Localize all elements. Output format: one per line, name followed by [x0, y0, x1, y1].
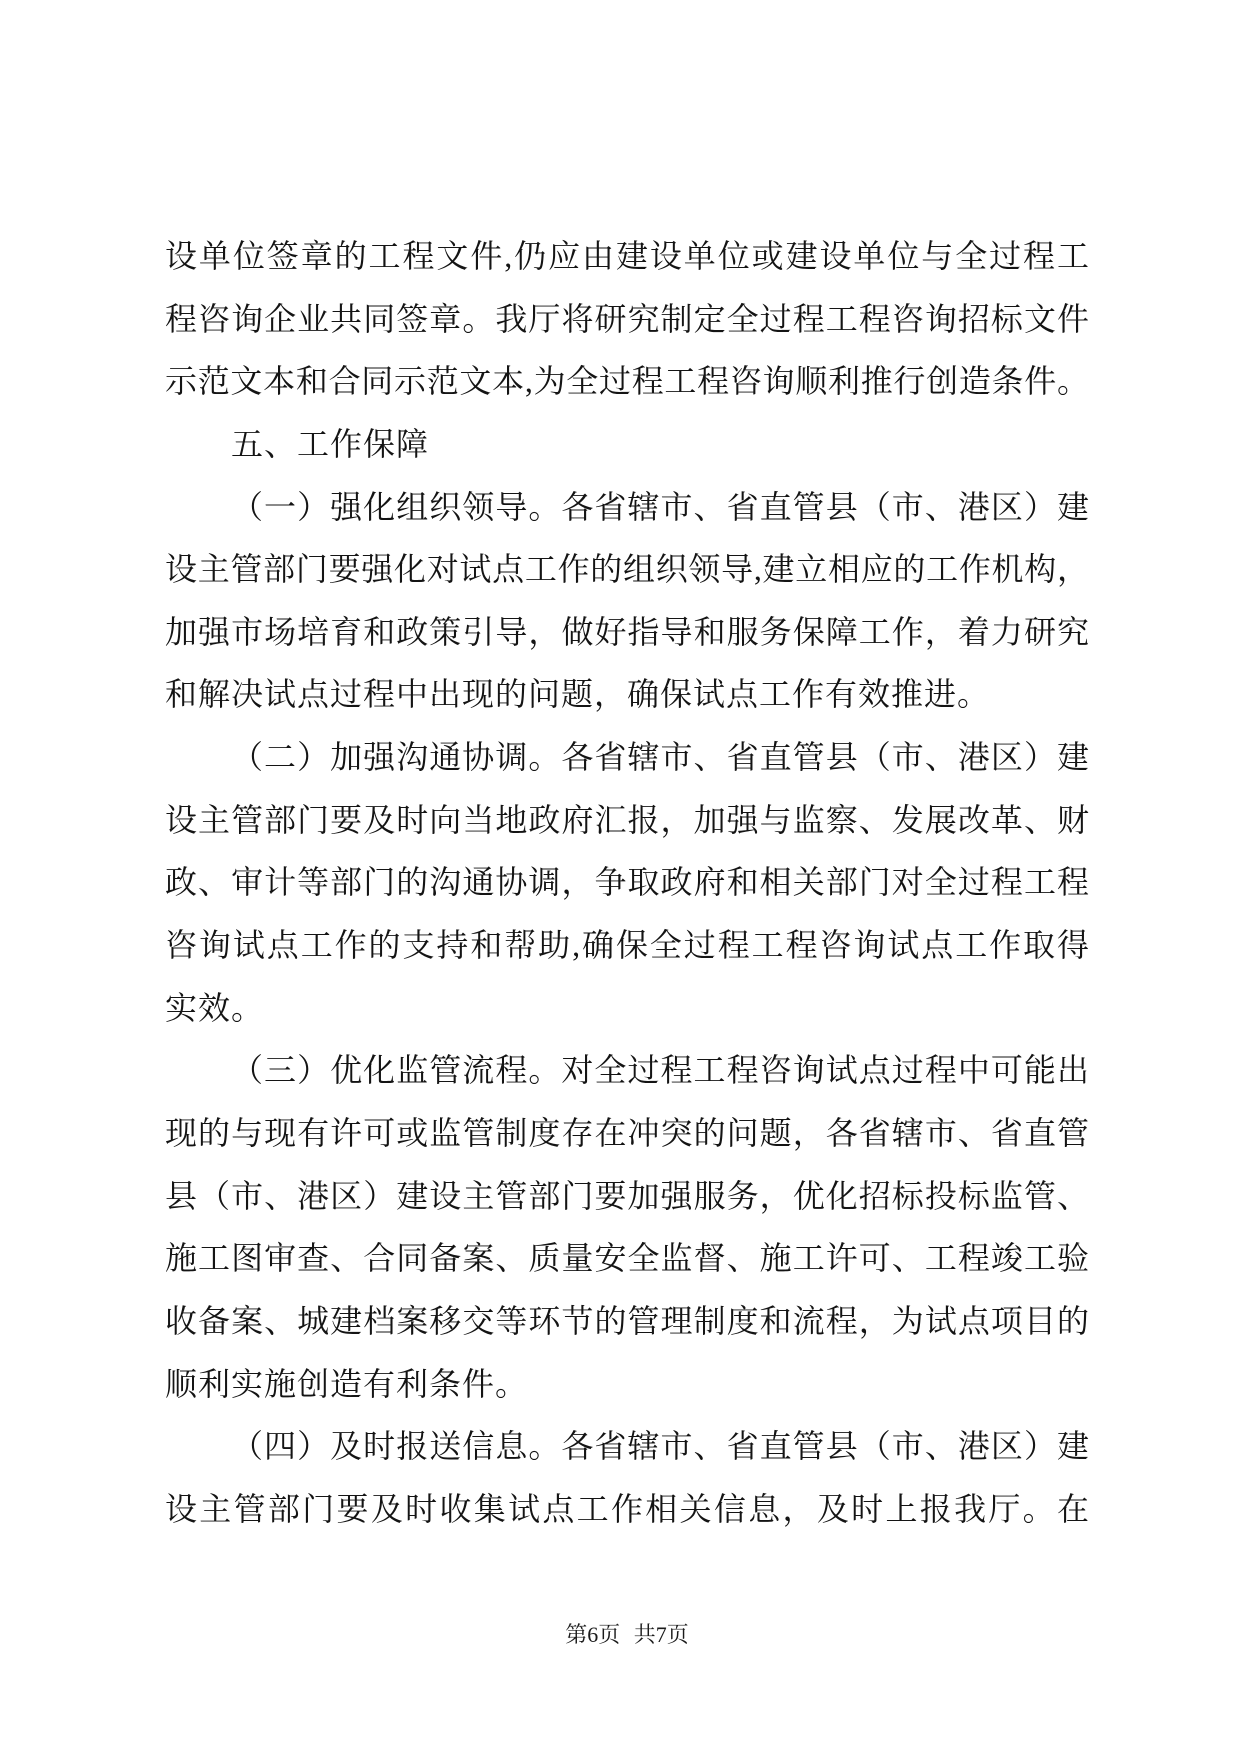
document-body — [165, 225, 1089, 1540]
paragraph-line: 示范文本和合同示范文本,为全过程工程咨询顺利推行创造条件。 — [165, 363, 1089, 400]
paragraph-line: 设单位签章的工程文件,仍应由建设单位或建设单位与全过程工 — [165, 238, 1089, 274]
paragraph-line: 设主管部门要及时收集试点工作相关信息，及时上报我厅。在 — [165, 1490, 1089, 1527]
paragraph-line: （四）及时报送信息。各省辖市、省直管县（市、港区）建 — [231, 1428, 1089, 1465]
paragraph-line: 县（市、港区）建设主管部门要加强服务，优化招标投标监管、 — [165, 1177, 1089, 1214]
section-heading-text: 五、工作保障 — [231, 425, 430, 462]
paragraph-line: 政、审计等部门的沟通协调，争取政府和相关部门对全过程工程 — [165, 864, 1089, 901]
paragraph-item-1-organization — [165, 476, 1089, 727]
paragraph-line: （三）优化监管流程。对全过程工程咨询试点过程中可能出 — [231, 1052, 1089, 1089]
section-heading-work-guarantee — [165, 413, 1089, 476]
paragraph-line: 和解决试点过程中出现的问题，确保试点工作有效推进。 — [165, 676, 991, 713]
paragraph-line: 收备案、城建档案移交等环节的管理制度和流程，为试点项目的 — [165, 1302, 1089, 1339]
paragraph-line: 程咨询企业共同签章。我厅将研究制定全过程工程咨询招标文件 — [165, 300, 1089, 337]
paragraph-line: 设主管部门要及时向当地政府汇报，加强与监察、发展改革、财 — [165, 801, 1089, 838]
paragraph-line: 顺利实施创造有利条件。 — [165, 1365, 529, 1402]
paragraph-continued-text — [165, 225, 1089, 413]
paragraph-line: 现的与现有许可或监管制度存在冲突的问题，各省辖市、省直管 — [165, 1114, 1089, 1151]
paragraph-item-3-supervision — [165, 1039, 1089, 1415]
paragraph-line: 施工图审查、合同备案、质量安全监督、施工许可、工程竣工验 — [165, 1240, 1089, 1277]
paragraph-item-2-coordination — [165, 726, 1089, 1039]
paragraph-line: （二）加强沟通协调。各省辖市、省直管县（市、港区）建 — [231, 739, 1089, 776]
paragraph-line: 加强市场培育和政策引导，做好指导和服务保障工作，着力研究 — [165, 613, 1089, 650]
paragraph-line: （一）强化组织领导。各省辖市、省直管县（市、港区）建 — [231, 488, 1089, 525]
page-number-label: 第6页 共7页 — [565, 1622, 689, 1647]
paragraph-line: 实效。 — [165, 989, 265, 1026]
paragraph-line: 设主管部门要强化对试点工作的组织领导,建立相应的工作机构， — [165, 551, 1089, 588]
paragraph-item-4-information — [165, 1415, 1089, 1540]
page-footer — [165, 1620, 1089, 1650]
paragraph-line: 咨询试点工作的支持和帮助,确保全过程工程咨询试点工作取得 — [165, 927, 1089, 964]
